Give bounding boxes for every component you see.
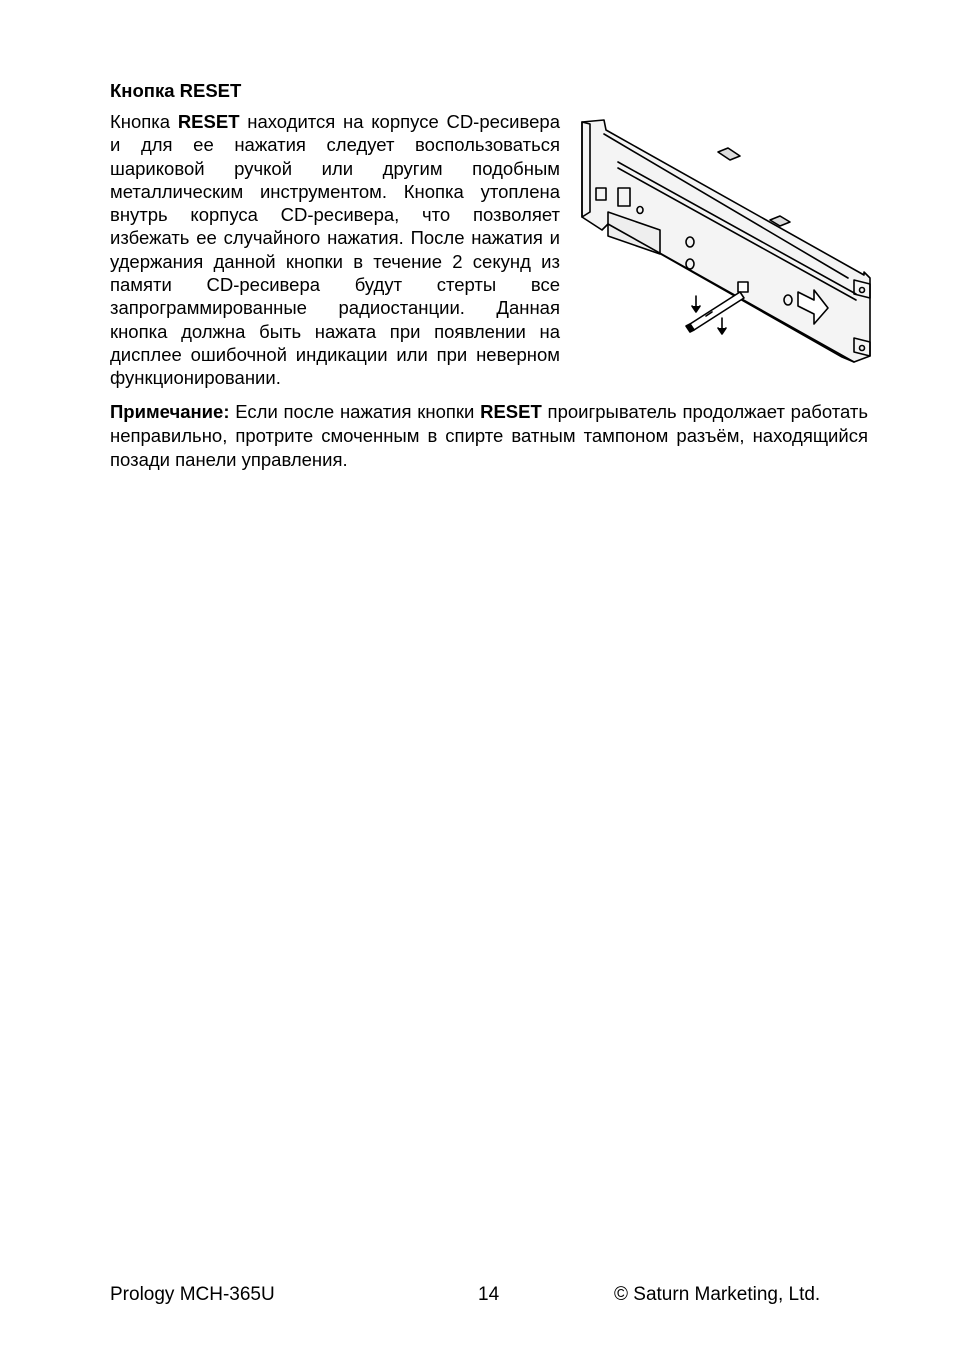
note-label: Примечание: [110,401,230,422]
intro-paragraph [110,110,560,390]
section-heading: Кнопка RESET [110,80,242,101]
note-paragraph [110,400,868,472]
reset-button-illustration [578,112,876,380]
note-text-1: Если после нажатия кнопки [229,401,481,422]
intro-reset-bold: RESET [177,111,240,132]
footer-copyright: © Saturn Marketing, Ltd. [614,1284,821,1305]
note-text-2: проигрыватель продолжает работать неправильно, протрите смоченным в спирте ватным тампоном разъём, находящийся позади панели управления. [110,401,869,470]
intro-text-2: находится на корпусе CD-ресивера и для ее нажатия следует воспользоваться шариковой ручкой или другим подобным металлическим инструментом. Кнопка утоплена внутрь корпуса CD-ресивера, что позволяет избежать ее случайного нажатия. После нажатия и удержания данной кнопки в течение 2 секунд из памяти CD-ресивера будут стерты все запрограммированные радиостанции. Данная кнопка должна быть нажата при появлении на дисплее ошибочной индикации или при неверном функционировании. [110,111,560,389]
note-reset-bold: RESET [480,401,542,422]
intro-text-1: Кнопка [110,111,178,132]
footer-page-number: 14 [478,1284,500,1305]
footer-model: Prology MCH-365U [110,1284,275,1305]
